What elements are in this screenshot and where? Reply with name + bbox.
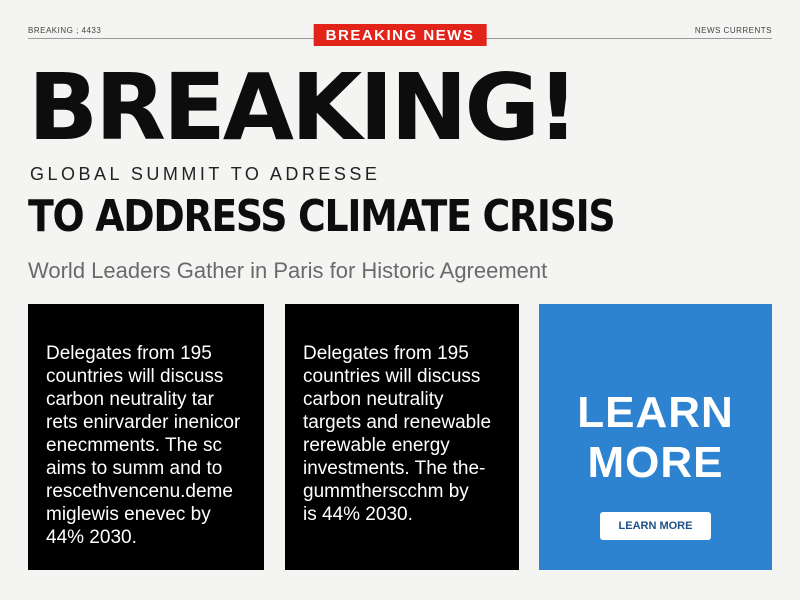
- breaking-news-badge: BREAKING NEWS: [314, 24, 487, 46]
- panel-middle-line: gummtherscchm by: [303, 481, 469, 502]
- panel-middle-line: carbon neutrality: [303, 389, 444, 410]
- learn-more-heading-line-1: LEARN: [577, 388, 734, 437]
- panel-middle-line: countries will discuss: [303, 366, 481, 387]
- learn-more-button[interactable]: LEARN MORE: [600, 512, 711, 540]
- panel-middle-line: targets and renewable: [303, 412, 492, 433]
- kicker: GLOBAL SUMMIT TO ADRESSE: [30, 164, 381, 184]
- panel-middle-line: investments. The the-: [303, 458, 486, 479]
- panel-left-line: rescethvencenu.deme: [46, 481, 233, 502]
- panel-left-line: countries will discuss: [46, 366, 224, 387]
- panel-middle-line: rerewable energy: [303, 435, 450, 456]
- top-bar: [28, 24, 772, 46]
- panel-left-line: 44% 2030.: [46, 527, 137, 548]
- masthead-meta: NEWS CURRENTS: [689, 26, 772, 35]
- article-panel-left: [28, 304, 264, 570]
- headline: BREAKING!: [28, 54, 576, 161]
- edition-meta: BREAKING ; 4433: [28, 26, 107, 35]
- learn-more-heading: [539, 388, 772, 488]
- learn-more-heading-line-2: MORE: [587, 438, 724, 487]
- dek-text: World Leaders Gather in Paris for Historic Agreement: [28, 258, 548, 283]
- panel-middle-line: is 44% 2030.: [303, 504, 413, 525]
- panel-left-line: aims to summ and to: [46, 458, 223, 479]
- subheadline: TO ADDRESS CLIMATE CRISIS: [28, 191, 615, 242]
- panel-left-line: enecmments. The sc: [46, 435, 223, 456]
- panel-left-line: rets enirvarder inenicor: [46, 412, 241, 433]
- article-panel-middle: [285, 304, 519, 570]
- panel-left-line: Delegates from 195: [46, 343, 212, 364]
- learn-more-panel[interactable]: [539, 304, 772, 570]
- panel-left-line: carbon neutrality tar: [46, 389, 214, 410]
- panel-middle-line: Delegates from 195: [303, 343, 469, 364]
- panel-left-line: miglewis enevec by: [46, 504, 211, 525]
